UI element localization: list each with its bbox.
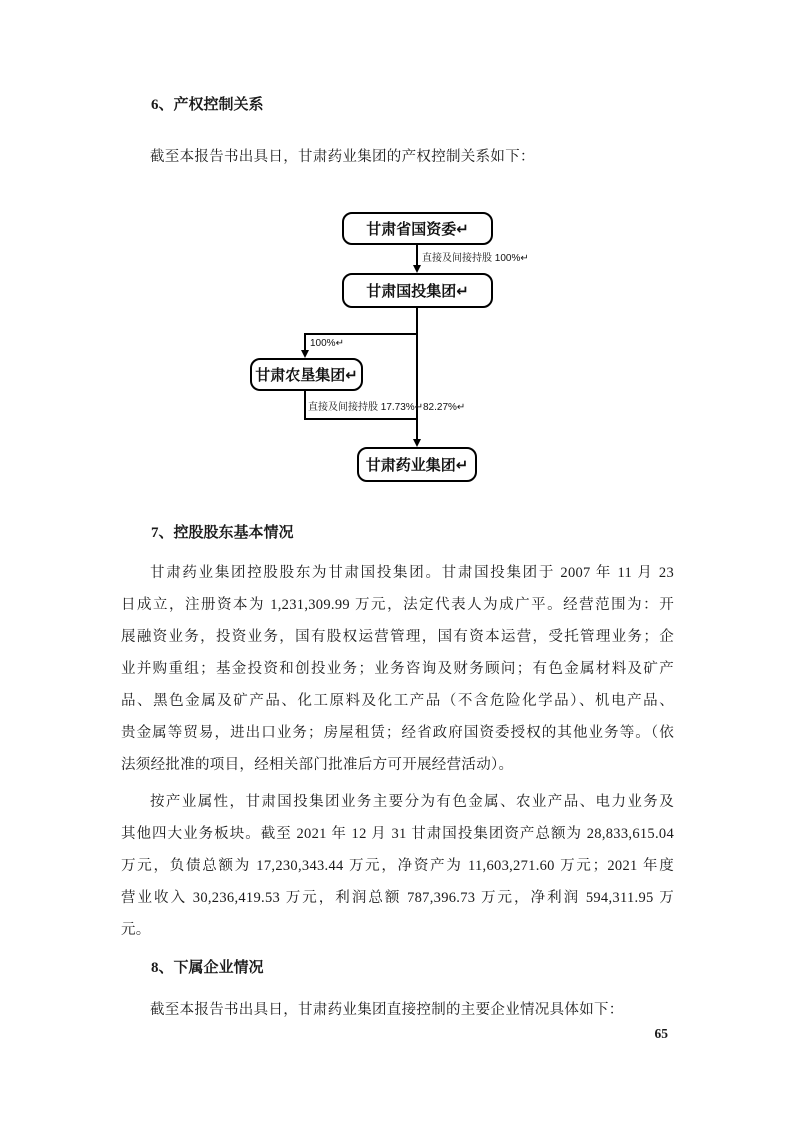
connector-gitc-pharma	[416, 308, 418, 440]
text-line: 按产业属性，甘肃国投集团业务主要分为有色金属、农业产品、电力业务及	[150, 794, 674, 810]
arrowhead-gitc-nongken	[301, 350, 309, 358]
diagram-node-gansu-sasac: 甘肃省国资委↵	[342, 212, 493, 245]
arrowhead-sasac-gitc	[413, 265, 421, 273]
equity-control-diagram	[121, 200, 674, 496]
connector-nongken-right	[304, 418, 418, 420]
page-number: 65	[654, 1026, 668, 1041]
text-line: 甘肃药业集团控股股东为甘肃国投集团。甘肃国投集团于 2007 年 11 月 23	[150, 565, 674, 581]
heading-section-8: 8、下属企业情况	[151, 960, 264, 976]
text-line: 日成立，注册资本为 1,231,309.99 万元，法定代表人为成广平。经营范围为：开	[121, 597, 674, 613]
paragraph-section-8-intro	[121, 994, 674, 1026]
edge-label-gitc-nongken: 100%↵	[310, 338, 344, 349]
text-line: 展融资业务，投资业务，国有股权运营管理，国有资本运营，受托管理业务；企	[121, 629, 674, 645]
paragraph-controlling-shareholder	[121, 557, 674, 781]
text-line: 法须经批准的项目，经相关部门批准后方可开展经营活动）。	[121, 757, 514, 773]
arrowhead-gitc-pharma	[413, 439, 421, 447]
paragraph-section-6-intro	[121, 141, 674, 173]
connector-nongken-down	[304, 391, 306, 420]
text-line: 截至本报告书出具日，甘肃药业集团的产权控制关系如下：	[150, 149, 535, 165]
edge-label-nongken-pharma: 直接及间接持股 17.73%↵	[308, 402, 424, 413]
text-line: 其他四大业务板块。截至 2021 年 12 月 31 甘肃国投集团资产总额为 28,833,615.04	[121, 826, 674, 842]
heading-section-7: 7、控股股东基本情况	[151, 525, 294, 541]
text-line: 营业收入 30,236,419.53 万元，利润总额 787,396.73 万元，净利润 594,311.95 万	[121, 890, 674, 906]
text-line: 业并购重组；基金投资和创投业务；业务咨询及财务顾问；有色金属材料及矿产	[121, 661, 674, 677]
text-line: 元。	[121, 922, 151, 938]
diagram-node-gansu-nongken-group: 甘肃农垦集团↵	[250, 358, 363, 391]
text-line: 截至本报告书出具日，甘肃药业集团直接控制的主要企业情况具体如下：	[150, 1002, 624, 1018]
edge-label-sasac-gitc: 直接及间接持股 100%↵	[422, 253, 529, 264]
heading-section-6: 6、产权控制关系	[151, 97, 264, 113]
diagram-node-gansu-pharma-group: 甘肃药业集团↵	[357, 447, 477, 482]
connector-branch-left	[304, 333, 417, 335]
paragraph-industry-financials	[121, 786, 674, 946]
text-line: 贵金属等贸易，进出口业务；房屋租赁；经省政府国资委授权的其他业务等。（依	[121, 725, 674, 741]
connector-sasac-gitc	[416, 245, 418, 267]
text-line: 万元，负债总额为 17,230,343.44 万元，净资产为 11,603,271.60 万元；2021 年度	[121, 858, 674, 874]
diagram-node-gansu-guotou-group: 甘肃国投集团↵	[342, 273, 493, 308]
text-line: 品、黑色金属及矿产品、化工原料及化工产品（不含危险化学品）、机电产品、	[121, 693, 674, 709]
edge-label-gitc-pharma-pct: 82.27%↵	[423, 402, 466, 413]
connector-gitc-nongken	[304, 333, 306, 351]
